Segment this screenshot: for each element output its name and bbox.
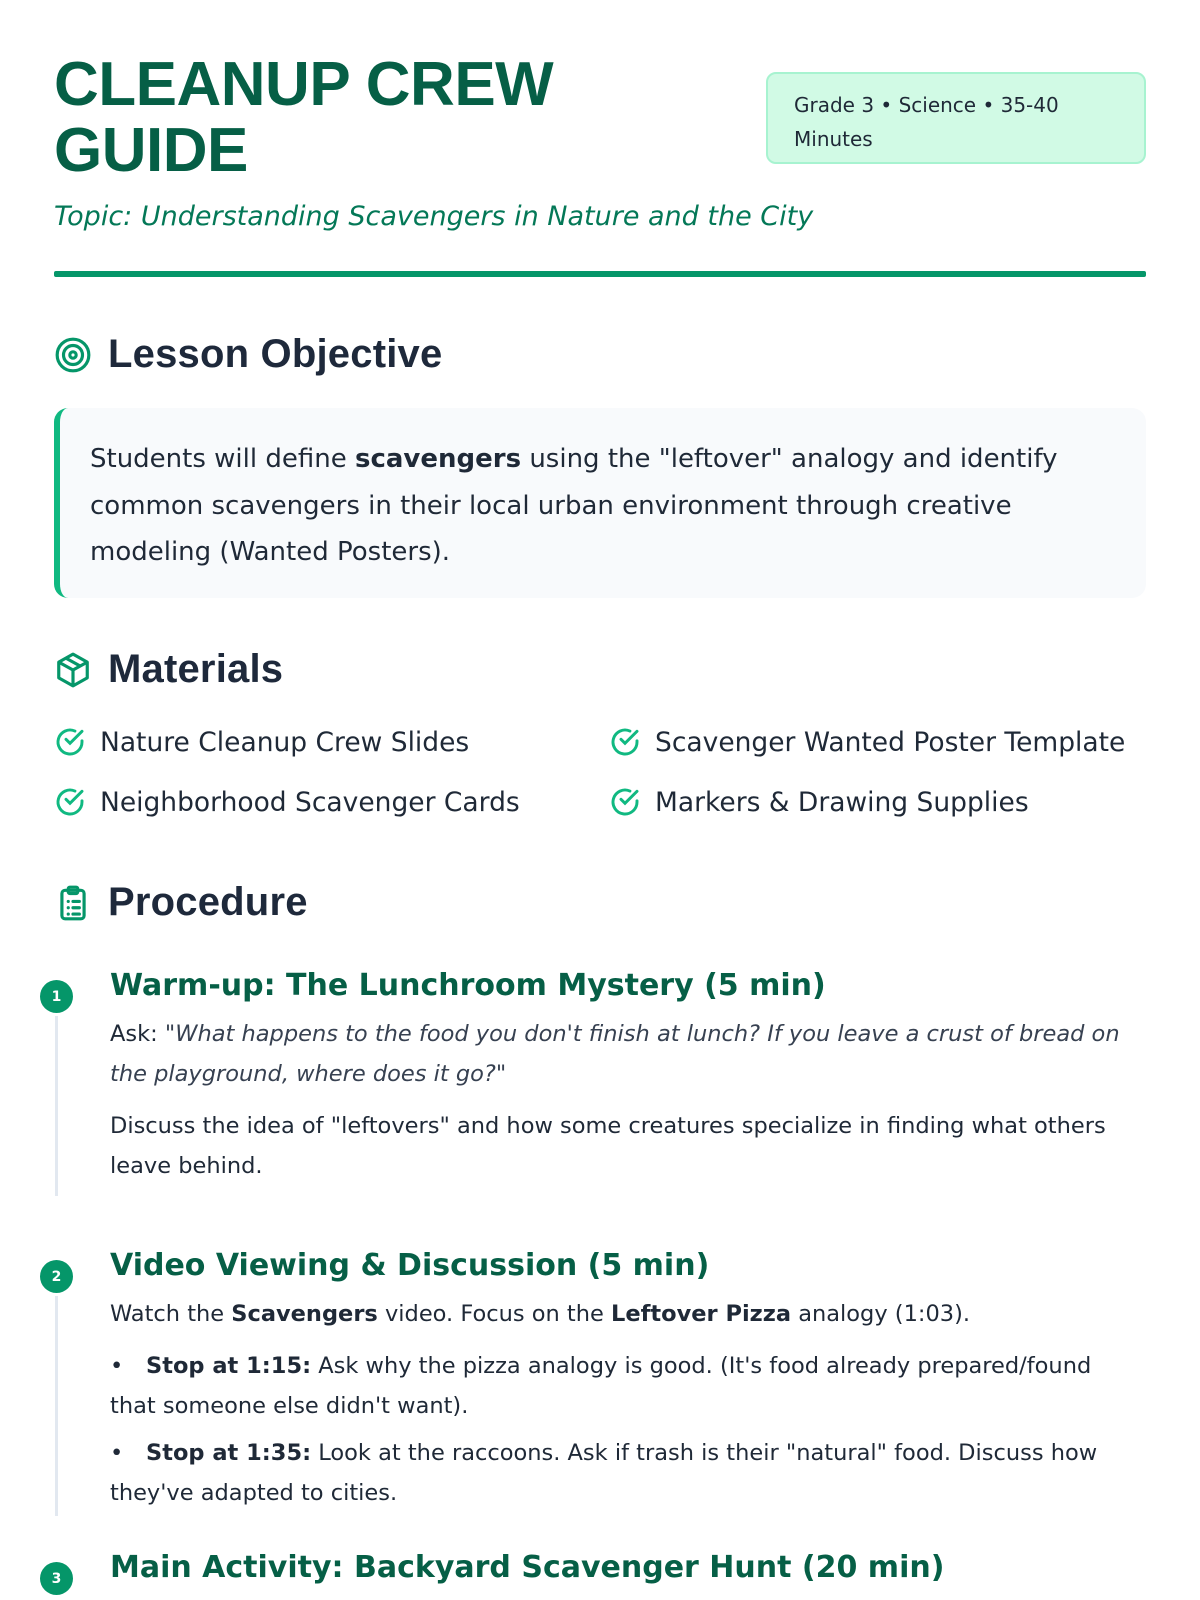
step-number-badge: 3 — [40, 1562, 73, 1595]
step-intro-bold: Leftover Pizza — [611, 1301, 792, 1327]
objective-keyword: scavengers — [354, 444, 522, 474]
objective-heading: Lesson Objective — [108, 332, 443, 376]
check-circle-icon — [54, 726, 86, 758]
step-title: Main Activity: Backyard Scavenger Hunt (20 min) — [110, 1550, 945, 1585]
step-intro-part: video. Focus on the — [377, 1301, 611, 1327]
objective-box — [54, 408, 1146, 598]
page-title: CLEANUP CREW GUIDE — [54, 50, 554, 185]
check-circle-icon — [54, 786, 86, 818]
materials-section-header — [54, 647, 283, 692]
materials-item-label: Nature Cleanup Crew Slides — [100, 726, 470, 758]
step-intro-text — [110, 1294, 1140, 1334]
bullet-dot: • — [110, 1440, 124, 1466]
procedure-section-header — [54, 880, 308, 925]
lesson-meta-badge: Grade 3 • Science • 35-40 Minutes — [766, 72, 1146, 164]
clipboard-icon — [54, 884, 92, 922]
package-icon — [54, 651, 92, 689]
topic-subtitle: Topic: Understanding Scavengers in Nature and the City — [54, 201, 814, 232]
materials-item-label: Neighborhood Scavenger Cards — [100, 786, 520, 818]
bullet-text: Look at the raccoons. Ask if trash is their "natural" food. Discuss how they've adapted to cities. — [110, 1440, 1098, 1506]
step-title: Warm-up: The Lunchroom Mystery (5 min) — [110, 968, 826, 1003]
materials-item — [54, 726, 469, 758]
materials-item — [54, 786, 520, 818]
objective-text-post: using the "leftover" analogy and identify common scavengers in their local urban environment through creative modeling (Wanted Posters). — [90, 444, 1058, 567]
materials-item — [609, 726, 1125, 758]
bullet-text: Ask why the pizza analogy is good. (It's food already prepared/found that someone else didn't want). — [110, 1353, 1092, 1419]
step-title: Video Viewing & Discussion (5 min) — [110, 1248, 710, 1283]
lesson-guide-page — [51, 0, 1146, 1587]
bullet-label: Stop at 1:35: — [146, 1440, 312, 1466]
step-number-badge: 1 — [40, 980, 73, 1013]
step-intro-part: analogy (1:03). — [791, 1301, 971, 1327]
header-divider — [54, 271, 1146, 277]
step-intro-part: Watch the — [110, 1301, 232, 1327]
step-timeline-line — [55, 1296, 58, 1516]
objective-text-pre: Students will define — [90, 444, 355, 474]
target-icon — [54, 336, 92, 374]
objective-section-header — [54, 332, 442, 377]
materials-item — [609, 786, 1029, 818]
step-intro-bold: Scavengers — [231, 1301, 378, 1327]
step-ask-text — [110, 1014, 1140, 1094]
check-circle-icon — [609, 726, 641, 758]
step-number-badge: 2 — [40, 1260, 73, 1293]
bullet-label: Stop at 1:15: — [146, 1353, 312, 1379]
bullet-dot: • — [110, 1353, 124, 1379]
step-bullet — [110, 1346, 1140, 1426]
step-timeline-line — [55, 1016, 58, 1196]
guide-header — [54, 0, 1146, 286]
materials-heading: Materials — [108, 647, 284, 691]
step-ask-label: Ask: — [110, 1021, 165, 1047]
step-bullet — [110, 1433, 1140, 1513]
procedure-heading: Procedure — [108, 880, 308, 924]
step-body-text: Discuss the idea of "leftovers" and how some creatures specialize in finding what others leave behind. — [110, 1113, 1106, 1179]
check-circle-icon — [609, 786, 641, 818]
materials-item-label: Scavenger Wanted Poster Template — [655, 726, 1126, 758]
materials-item-label: Markers & Drawing Supplies — [655, 786, 1029, 818]
step-ask-quote: "What happens to the food you don't finish at lunch? If you leave a crust of bread on the playground, where does it go?" — [110, 1021, 1120, 1087]
